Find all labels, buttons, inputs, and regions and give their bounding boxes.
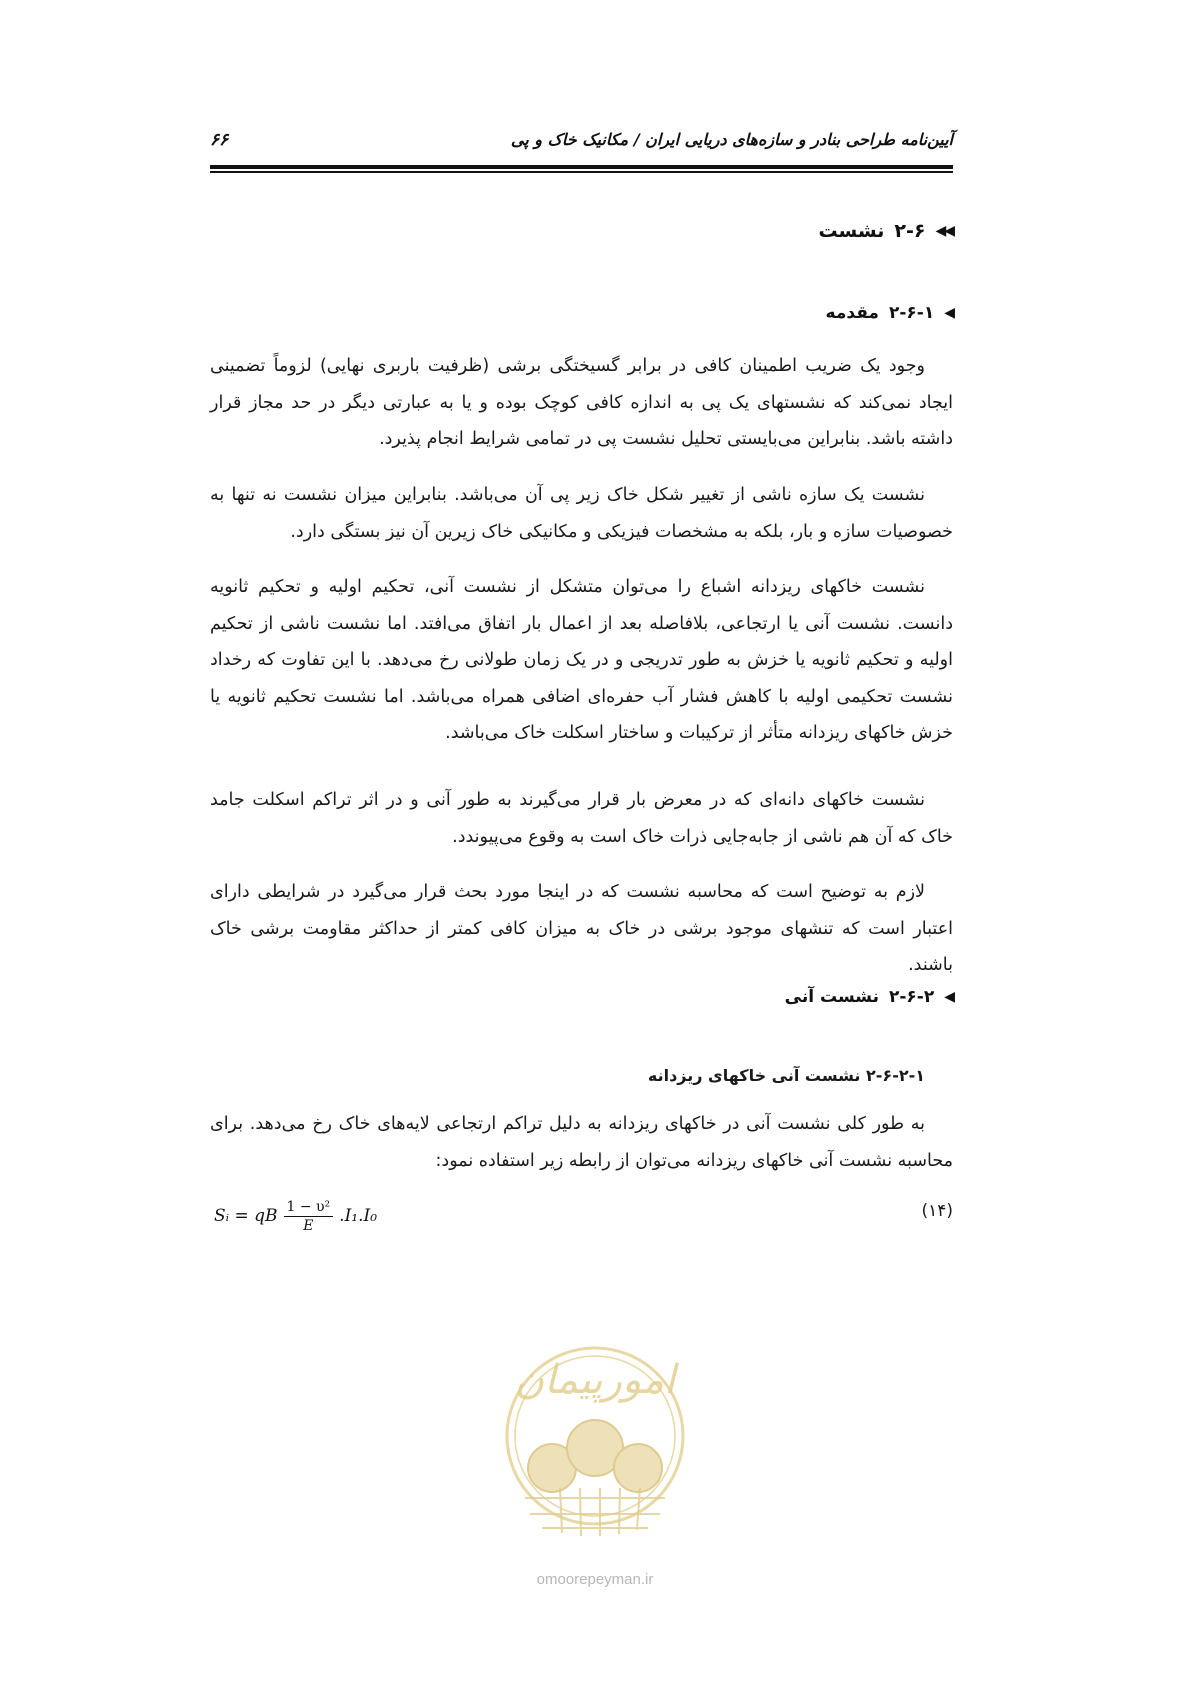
paragraph: نشست یک سازه ناشی از تغییر شکل خاک زیر پی آن می‌باشد. بنابراین میزان نشست نه تنها به خصوصیات سازه و بار، بلکه به مشخصات فیزیکی و مکانیکی خاک زیرین آن نیز بستگی دارد. bbox=[210, 485, 953, 542]
fraction-denominator: E bbox=[303, 1217, 314, 1234]
paragraph: به طور کلی نشست آنی در خاکهای ریزدانه به دلیل تراکم ارتجاعی لایه‌های خاک رخ می‌دهد. برای محاسبه نشست آنی خاکهای ریزدانه می‌توان از رابطه زیر استفاده نمود: bbox=[210, 1114, 953, 1171]
equation-lhs: Sᵢ = qB bbox=[214, 1206, 278, 1226]
running-header bbox=[210, 128, 953, 160]
watermark-url: omoorepeyman.ir bbox=[536, 1571, 654, 1588]
section-heading bbox=[818, 220, 953, 242]
fraction-numerator: 1 − υ² bbox=[284, 1198, 334, 1217]
paragraph: نشست خاکهای ریزدانه اشباع را می‌توان متشکل از نشست آنی، تحکیم اولیه و تحکیم ثانویه دانست. نشست آنی یا ارتجاعی، بلافاصله بعد از اعمال بار اتفاق می‌افتد. اما نشست ناشی از تحکیم اولیه و تحکیم ثانویه یا خزش به طور تدریجی و در یک زمان طولانی رخ می‌دهد. با این تفاوت که رخداد نشست تحکیمی اولیه با کاهش فشار آب حفره‌ای اضافی همراه می‌باشد. اما نشست تحکیم ثانویه یا خزش خاکهای ریزدانه متأثر از ترکیبات و ساختار اسکلت خاک می‌باشد. bbox=[210, 577, 953, 743]
arrow-icon: ◀ bbox=[944, 305, 953, 321]
paragraph: لازم به توضیح است که محاسبه نشست که در اینجا مورد بحث قرار می‌گیرد در شرایطی دارای اعتبار است که تنشهای موجود برشی در خاک به میزان کافی کمتر از حداکثر مقاومت برشی خاک باشند. bbox=[210, 882, 953, 975]
paragraph: نشست خاکهای دانه‌ای که در معرض بار قرار می‌گیرند به طور آنی و در اثر تراکم اسکلت جامد خاک که آن هم ناشی از جابه‌جایی ذرات خاک است به وقوع می‌پیوندد. bbox=[210, 790, 953, 847]
subsection-number: ۲-۶-۲ bbox=[888, 987, 935, 1007]
watermark-logo bbox=[490, 1318, 700, 1568]
page-number: ۶۶ bbox=[210, 130, 229, 150]
subsection-title: مقدمه bbox=[825, 303, 879, 323]
equation-rhs: .I₁.I₀ bbox=[339, 1206, 378, 1226]
subsection-title: نشست آنی bbox=[784, 987, 879, 1007]
arrow-icon: ◀ bbox=[944, 989, 953, 1005]
header-rule-thick bbox=[210, 165, 953, 169]
paragraph: وجود یک ضریب اطمینان کافی در برابر گسیختگی برشی (ظرفیت باربری نهایی) لزوماً تضمینی ایجاد نمی‌کند که نشستهای یک پی به اندازه کافی کوچک بوده و یا به عبارتی دیگر در حد مجاز قرار داشته باشد. بنابراین می‌بایستی تحلیل نشست پی در تمامی شرایط انجام پذیرد. bbox=[210, 356, 953, 449]
subsubsection-title: نشست آنی خاکهای ریزدانه bbox=[647, 1066, 861, 1085]
svg-text:امورپیمان: امورپیمان bbox=[514, 1357, 676, 1403]
subsubsection-number: ۲-۶-۲-۱ bbox=[866, 1066, 925, 1085]
settlement-equation bbox=[214, 1193, 377, 1239]
subsection-heading-immediate bbox=[785, 987, 953, 1007]
subsection-number: ۲-۶-۱ bbox=[888, 303, 935, 323]
equation-fraction bbox=[284, 1198, 334, 1235]
subsubsection-heading bbox=[648, 1066, 925, 1085]
header-rule-thin bbox=[210, 171, 953, 173]
running-title: آیین‌نامه طراحی بنادر و سازه‌های دریایی ایران / مکانیک خاک و پی bbox=[510, 130, 953, 149]
section-title: نشست bbox=[818, 220, 885, 242]
equation-number: (۱۴) bbox=[921, 1201, 953, 1221]
section-number: ۲-۶ bbox=[894, 220, 926, 242]
subsection-heading-intro bbox=[826, 303, 953, 323]
double-arrow-icon: ◀◀ bbox=[935, 223, 953, 239]
